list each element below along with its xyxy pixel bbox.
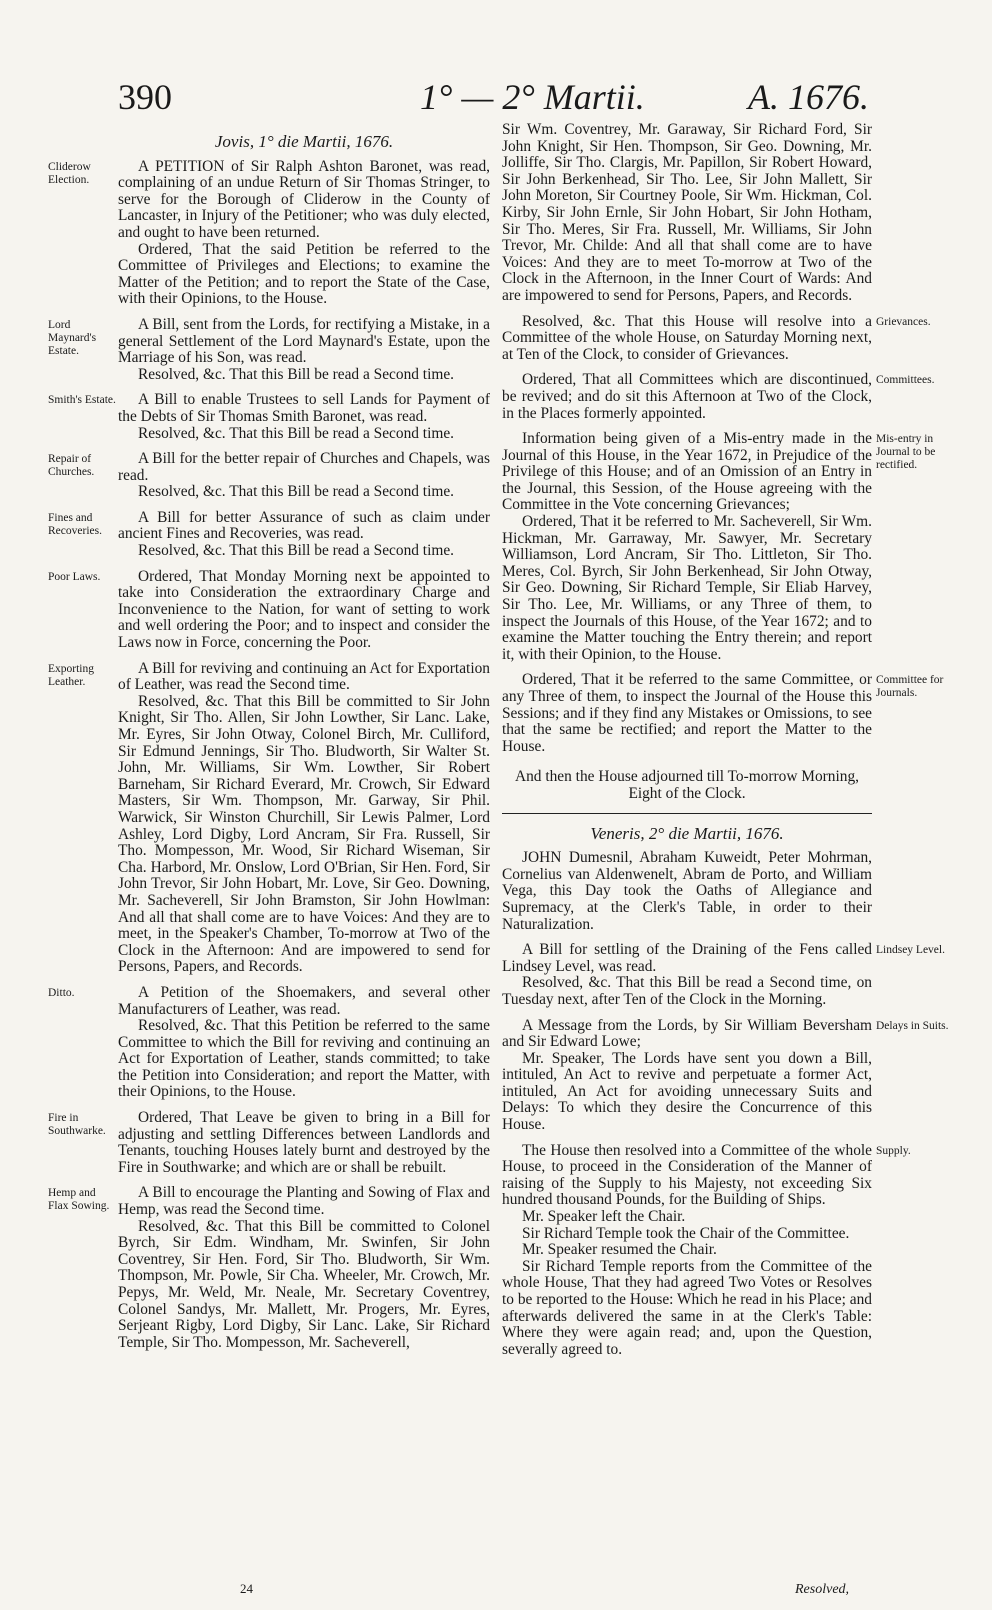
entry-paragraph: A Bill to encourage the Planting and Sowing of Flax and Hemp, was read the Second time. [118, 1184, 490, 1219]
entry-paragraph: Resolved, &c. That this Bill be read a Second time. [138, 483, 455, 501]
journal-entry [502, 1018, 872, 1134]
journal-entry [118, 317, 490, 383]
entry-paragraph: A Bill for reviving and continuing an Act for Exportation of Leather, was read the Second time. [118, 659, 490, 694]
entry-paragraph: A Message from the Lords, by Sir William Beversham and Sir Edward Lowe; [502, 1016, 872, 1051]
margin-note: Committees. [876, 374, 935, 387]
journal-entry [118, 159, 490, 308]
journal-entry [118, 985, 490, 1101]
section-rule [502, 813, 872, 814]
journal-entry [502, 672, 872, 755]
right-column [502, 122, 872, 1367]
entry-paragraph: Resolved, &c. That this Bill be read a Second time, on Tuesday next, after Ten of the Clock in the Morning. [502, 974, 872, 1008]
entry-paragraph: Mr. Speaker resumed the Chair. [522, 1241, 717, 1259]
entry-paragraph: A Bill, sent from the Lords, for rectifying a Mistake, in a general Settlement of the Lord Maynard's Estate, upon the Marriage of his Son, was read. [118, 315, 490, 367]
journal-entry [502, 1143, 872, 1359]
entry-paragraph: Sir Richard Temple took the Chair of the Committee. [522, 1224, 850, 1242]
journal-entry [118, 510, 490, 560]
day-heading: Jovis, 1° die Martii, 1676. [214, 132, 394, 151]
margin-note: Ditto. [48, 986, 75, 999]
margin-note: Repair of Churches. [48, 453, 95, 479]
margin-note: Exporting Leather. [48, 662, 94, 688]
entry-paragraph: Resolved, &c. That this House will resolve into a Committee of the whole House, on Saturday Morning next, at Ten of the Clock, to consider of Grievances. [502, 312, 872, 363]
journal-entry [502, 314, 872, 364]
running-head-year: A. 1676. [748, 77, 869, 117]
margin-note: Lord Maynard's Estate. [48, 318, 97, 357]
margin-note: Fines and Recoveries. [48, 511, 102, 537]
journal-entry [118, 569, 490, 652]
journal-entry [502, 372, 872, 422]
entry-paragraph: A Bill to enable Trustees to sell Lands for Payment of the Debts of Sir Thomas Smith Baronet, was read. [118, 391, 490, 425]
entry-paragraph: Mr. Speaker left the Chair. [522, 1208, 686, 1226]
margin-note: Grievances. [876, 315, 931, 328]
entry-paragraph: A PETITION of Sir Ralph Ashton Baronet, was read, complaining of an undue Return of Sir Thomas Stringer, to serve for the Borough of Cliderow in the County of Lancaster, in Injury of the Petitioner; who was duly elected, and ought to have been returned. [118, 157, 490, 241]
entry-paragraph: Resolved, &c. That this Petition be referred to the same Committee to which the Bill for reviving and continuing an Act for Exportation of Leather, stands committed; to take the Petition into Consideration; and report the Matter, with their Opinions, to the House. [118, 1017, 490, 1101]
margin-note: Hemp and Flax Sowing. [48, 1187, 110, 1213]
catchword: Resolved, [795, 1582, 850, 1597]
entry-paragraph: A Petition of the Shoemakers, and several other Manufacturers of Leather, was read. [118, 983, 490, 1018]
journal-entry [502, 431, 872, 663]
margin-note: Fire in Southwarke. [48, 1112, 106, 1138]
entry-paragraph: Ordered, That the said Petition be referred to the Committee of Privileges and Elections; to examine the Matter of the Petition; and to report the State of the Case, with their Opinions, to the House. [118, 240, 490, 308]
entry-paragraph: A Bill for better Assurance of such as claim under ancient Fines and Recoveries, was read. [118, 508, 490, 543]
margin-note: Poor Laws. [48, 570, 101, 583]
entry-paragraph: Information being given of a Mis-entry made in the Journal of this House, in the Year 1672, in Prejudice of the Privilege of this House; and of an Omission of an Entry in the Journal, this Session, of the House agreeing with the Committee in the Vote concerning Grievances; [502, 430, 872, 514]
margin-note: Supply. [876, 1144, 911, 1157]
day-heading-2: Veneris, 2° die Martii, 1676. [590, 823, 784, 843]
journal-entry [118, 1110, 490, 1176]
entry-paragraph: Resolved, &c. That this Bill be committed to Colonel Byrch, Sir Edm. Windham, Mr. Swinfen, Sir John Coventrey, Sir Hen. Ford, Sir Tho. Bludworth, Sir Wm. Thompson, Mr. Powle, Sir Cha. Wheeler, Mr. Crowch, Mr. Pepys, Mr. Weld, Mr. Neale, Mr. Secretary Coventrey, Colonel Sandys, Mr. Mallett, Mr. Progers, Mr. Eyres, Serjeant Rigby, Lord Digby, Sir Lanc. Lake, Sir Richard Temple, Sir Tho. Mompesson, Mr. Sacheverell, [118, 1217, 490, 1351]
margin-note: Committee for Journals. [876, 674, 944, 700]
entry-paragraph: Ordered, That Monday Morning next be appointed to take into Consideration the extraordinary Charge and Inconvenience to the Nation, for want of setting to work and well ordering the Poor; and to inspect and consider the Laws now in Force, concerning the Poor. [118, 567, 490, 652]
left-column [118, 122, 490, 1360]
entry-paragraph: Ordered, That it be referred to Mr. Sacheverell, Sir Wm. Hickman, Mr. Garraway, Mr. Sawyer, Mr. Secretary Williamson, Lord Ancram, Sir Tho. Littleton, Sir Tho. Meres, Col. Byrch, Sir John Berkenhead, Sir John Otway, Sir Geo. Downing, Sir Richard Temple, Sir Eliab Harvey, Sir Tho. Lee, Mr. Williams, or any Three of them, to inspect the Journals of this House, of the Year 1672; and to examine the Matter touching the Entry therein; and report it, with their Opinion, to the House. [502, 513, 872, 663]
margin-note: Lindsey Level. [876, 944, 945, 957]
entry-paragraph: Resolved, &c. That this Bill be read a Second time. [138, 542, 455, 560]
signature-mark: 24 [240, 1581, 253, 1596]
adjournment: And then the House adjourned till To-morrow Morning, Eight of the Clock. [514, 768, 860, 802]
journal-entry [502, 942, 872, 1008]
entry-paragraph: A Bill for the better repair of Churches and Chapels, was read. [118, 450, 490, 484]
committee-continuation: Sir Wm. Coventrey, Mr. Garaway, Sir Richard Ford, Sir John Knight, Sir Hen. Thompson, Sir Geo. Downing, Mr. Jolliffe, Sir Tho. Clargis, Mr. Papillon, Sir Robert Howard, Sir John Berkenhead, Sir Tho. Lee, Sir John Mallett, Sir John Moreton, Sir Courtney Poole, Sir Wm. Hickman, Col. Kirby, Sir John Ernle, Sir John Hobart, Sir John Hotham, Sir Tho. Meres, Sir Fra. Russell, Mr. Williams, Sir John Trevor, Mr. Childe: And all that shall come are to have Voices: And they are to meet To-morrow at Two of the Clock in the Afternoon, in the Inner Court of Wards: And are impowered to send for Persons, Papers, and Records. [502, 121, 872, 304]
margin-note: Cliderow Election. [48, 160, 91, 186]
naturalization-entry: JOHN Dumesnil, Abraham Kuweidt, Peter Mohrman, Cornelius van Aldenwenelt, Abram de Porto, and William Vega, this Day took the Oaths of Allegiance and Supremacy, at the Clerk's Table, in order to their Naturalization. [502, 849, 872, 933]
entry-paragraph: A Bill for settling of the Draining of the Fens called Lindsey Level, was read. [502, 941, 872, 975]
entry-paragraph: Sir Richard Temple reports from the Committee of the whole House, That they had agreed Two Votes or Resolves to be reported to the House: Which he read in his Place; and afterwards delivered the same in at the Clerk's Table: Where they were again read; and, upon the Question, severally agreed to. [502, 1257, 872, 1358]
entry-paragraph: Resolved, &c. That this Bill be read a Second time. [138, 365, 455, 383]
entry-paragraph: The House then resolved into a Committee of the whole House, to proceed in the Consideration of the Manner of raising of the Supply to his Majesty, not exceeding Six hundred thousand Pounds, for the Building of Ships. [502, 1141, 872, 1209]
margin-note: Mis-entry in Journal to be rectified. [876, 433, 936, 472]
entry-paragraph: Ordered, That all Committees which are discontinued, be revived; and do sit this Afternoon at Two of the Clock, in the Places formerly appointed. [502, 371, 872, 422]
entry-paragraph: Resolved, &c. That this Bill be read a Second time. [138, 424, 455, 442]
entry-paragraph: Ordered, That it be referred to the same Committee, or any Three of them, to inspect the Journal of the House this Sessions; and if they find any Mistakes or Omissions, to see that the same be rectified; and report the Matter to the House. [502, 671, 872, 755]
journal-entry [118, 661, 490, 976]
journal-entry [118, 451, 490, 501]
margin-note: Smith's Estate. [48, 394, 116, 407]
entry-paragraph: Mr. Speaker, The Lords have sent you down a Bill, intituled, An Act to revive and perpetuate a former Act, intituled, An Act for avoiding unnecessary Suits and Delays: To which they desire the Concurrence of this House. [502, 1049, 872, 1134]
page-number: 390 [118, 77, 172, 117]
journal-entry [118, 392, 490, 442]
running-head-dates: 1° — 2° Martii. [420, 77, 645, 117]
entry-paragraph: Ordered, That Leave be given to bring in a Bill for adjusting and settling Differences between Landlords and Tenants, touching Houses lately burnt and destroyed by the Fire in Southwarke; and which are or shall be rebuilt. [118, 1109, 490, 1176]
entry-paragraph: Resolved, &c. That this Bill be committed to Sir John Knight, Sir Tho. Allen, Sir John Lowther, Sir Lanc. Lake, Mr. Eyres, Sir John Otway, Colonel Birch, Mr. Culliford, Sir Edmund Jennings, Sir Tho. Bludworth, Sir Walter St. John, Mr. Williams, Sir Wm. Lowther, Sir Robert Barneham, Sir Richard Everard, Mr. Crowch, Sir Edward Masters, Sir Wm. Thompson, Mr. Garway, Sir Phil. Warwick, Sir Winston Churchill, Sir Lewis Palmer, Lord Ashley, Lord Digby, Lord Ancram, Sir Fra. Russell, Sir Tho. Mompesson, Mr. Wood, Sir Richard Wiseman, Sir Cha. Harbord, Mr. Onslow, Lord O'Brian, Sir Hen. Ford, Sir John Trevor, Sir John Hobart, Mr. Love, Sir Geo. Downing, Mr. Sacheverell, Sir John Bramston, Sir John Howlman: And all that shall come are to have Voices: And they are to meet, in the Speaker's Chamber, To-morrow at Two of the Clock in the Afternoon: And are impowered to send for Persons, Papers, and Records. [118, 692, 490, 976]
journal-entry [118, 1185, 490, 1351]
margin-note: Delays in Suits. [876, 1019, 949, 1032]
